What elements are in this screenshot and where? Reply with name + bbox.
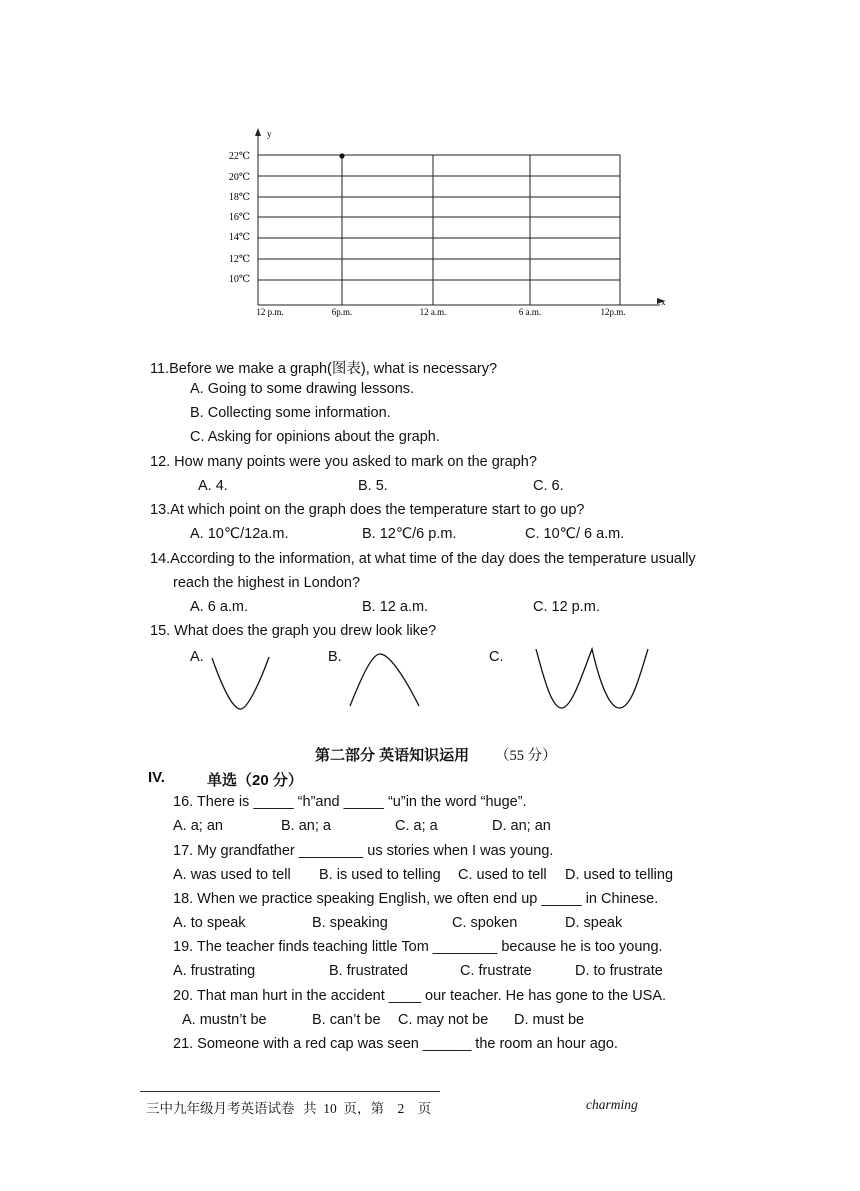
question-17-option-c: C. used to tell xyxy=(458,867,547,883)
question-14-option-a: A. 6 a.m. xyxy=(190,599,249,615)
temperature-graph xyxy=(215,125,675,325)
question-15-option-a: A. xyxy=(190,649,204,665)
question-13-option-c: C. 10℃/ 6 a.m. xyxy=(525,526,625,542)
footer-page-count: 共 10 页，第 2 页 xyxy=(303,1101,432,1116)
footer-school: 三中九年级月考英语试卷 xyxy=(146,1101,295,1116)
footer-divider xyxy=(140,1091,440,1092)
x-tick: 12 p.m. xyxy=(256,307,284,317)
question-13-option-b: B. 12℃/6 p.m. xyxy=(362,526,457,542)
y-tick: 10℃ xyxy=(228,274,250,285)
question-16-option-a: A. a; an xyxy=(173,818,223,834)
section-number: IV. xyxy=(148,769,165,786)
curve-w-shape xyxy=(532,645,654,713)
question-18-stem: 18. When we practice speaking English, we often end up _____ in Chinese. xyxy=(173,891,659,907)
part2-title: 第二部分 英语知识运用 xyxy=(315,747,470,764)
y-tick: 18℃ xyxy=(228,192,250,203)
question-11-stem: 11.Before we make a graph(图表), what is necessary? xyxy=(150,361,498,377)
question-16-stem: 16. There is _____ “h”and _____ “u”in the word “huge”. xyxy=(173,794,527,810)
x-tick: 6 a.m. xyxy=(518,307,542,317)
question-18-option-d: D. speak xyxy=(565,915,623,931)
y-tick: 22℃ xyxy=(228,151,250,162)
question-14-option-b: B. 12 a.m. xyxy=(362,599,429,615)
question-12-option-b: B. 5. xyxy=(358,478,388,494)
question-18-option-c: C. spoken xyxy=(452,915,518,931)
question-17-stem: 17. My grandfather ________ us stories when I was young. xyxy=(173,843,554,859)
question-14-stem: 14.According to the information, at what time of the day does the temperature usually xyxy=(150,551,696,567)
curve-arch-shape xyxy=(346,650,424,710)
question-14-option-c: C. 12 p.m. xyxy=(533,599,600,615)
question-17-option-d: D. used to telling xyxy=(565,867,674,883)
question-17-option-b: B. is used to telling xyxy=(319,867,441,883)
question-20-stem: 20. That man hurt in the accident ____ our teacher. He has gone to the USA. xyxy=(173,988,667,1004)
part2-score: （55 分） xyxy=(495,748,557,764)
question-21-stem: 21. Someone with a red cap was seen ______ the room an hour ago. xyxy=(173,1036,618,1052)
y-tick: 20℃ xyxy=(228,172,250,183)
question-12-option-a: A. 4. xyxy=(198,478,228,494)
question-20-option-a: A. mustn’t be xyxy=(182,1012,267,1028)
question-19-option-a: A. frustrating xyxy=(173,963,256,979)
question-16-option-c: C. a; a xyxy=(395,818,438,834)
question-15-option-c: C. xyxy=(489,649,504,665)
y-tick: 16℃ xyxy=(228,212,250,223)
y-axis-arrow xyxy=(255,128,261,136)
question-15-option-b: B. xyxy=(328,649,342,665)
question-17-option-a: A. was used to tell xyxy=(173,867,291,883)
question-11-option-c: C. Asking for opinions about the graph. xyxy=(190,429,440,445)
question-11-option-a: A. Going to some drawing lessons. xyxy=(190,381,415,397)
question-18-option-b: B. speaking xyxy=(312,915,388,931)
question-15-stem: 15. What does the graph you drew look like? xyxy=(150,623,437,639)
question-19-option-d: D. to frustrate xyxy=(575,963,663,979)
x-tick: 12 a.m. xyxy=(419,307,447,317)
question-14-stem-cont: reach the highest in London? xyxy=(173,575,361,591)
footer-author: charming xyxy=(586,1097,638,1112)
question-20-option-d: D. must be xyxy=(514,1012,585,1028)
question-12-stem: 12. How many points were you asked to mark on the graph? xyxy=(150,454,537,470)
x-tick: 12p.m. xyxy=(600,307,626,317)
question-13-stem: 13.At which point on the graph does the temperature start to go up? xyxy=(150,502,585,518)
curve-u-shape xyxy=(208,652,274,714)
question-19-stem: 19. The teacher finds teaching little Tom ________ because he is too young. xyxy=(173,939,663,955)
y-tick: 12℃ xyxy=(228,254,250,265)
question-19-option-b: B. frustrated xyxy=(329,963,408,979)
question-16-option-b: B. an; a xyxy=(281,818,331,834)
y-tick: 14℃ xyxy=(228,232,250,243)
question-13-option-a: A. 10℃/12a.m. xyxy=(190,526,289,542)
question-18-option-a: A. to speak xyxy=(173,915,246,931)
section-title: 单选（20 分） xyxy=(207,772,303,789)
y-axis-label: y xyxy=(267,129,272,139)
question-12-option-c: C. 6. xyxy=(533,478,564,494)
question-19-option-c: C. frustrate xyxy=(460,963,532,979)
grid-lines xyxy=(258,155,620,305)
question-20-option-b: B. can’t be xyxy=(312,1012,381,1028)
question-16-option-d: D. an; an xyxy=(492,818,551,834)
question-11-option-b: B. Collecting some information. xyxy=(190,405,391,421)
x-tick: 6p.m. xyxy=(331,307,353,317)
data-point xyxy=(339,153,344,158)
grid-frame xyxy=(258,155,620,305)
x-axis-label: x xyxy=(661,297,666,307)
question-20-option-c: C. may not be xyxy=(398,1012,489,1028)
